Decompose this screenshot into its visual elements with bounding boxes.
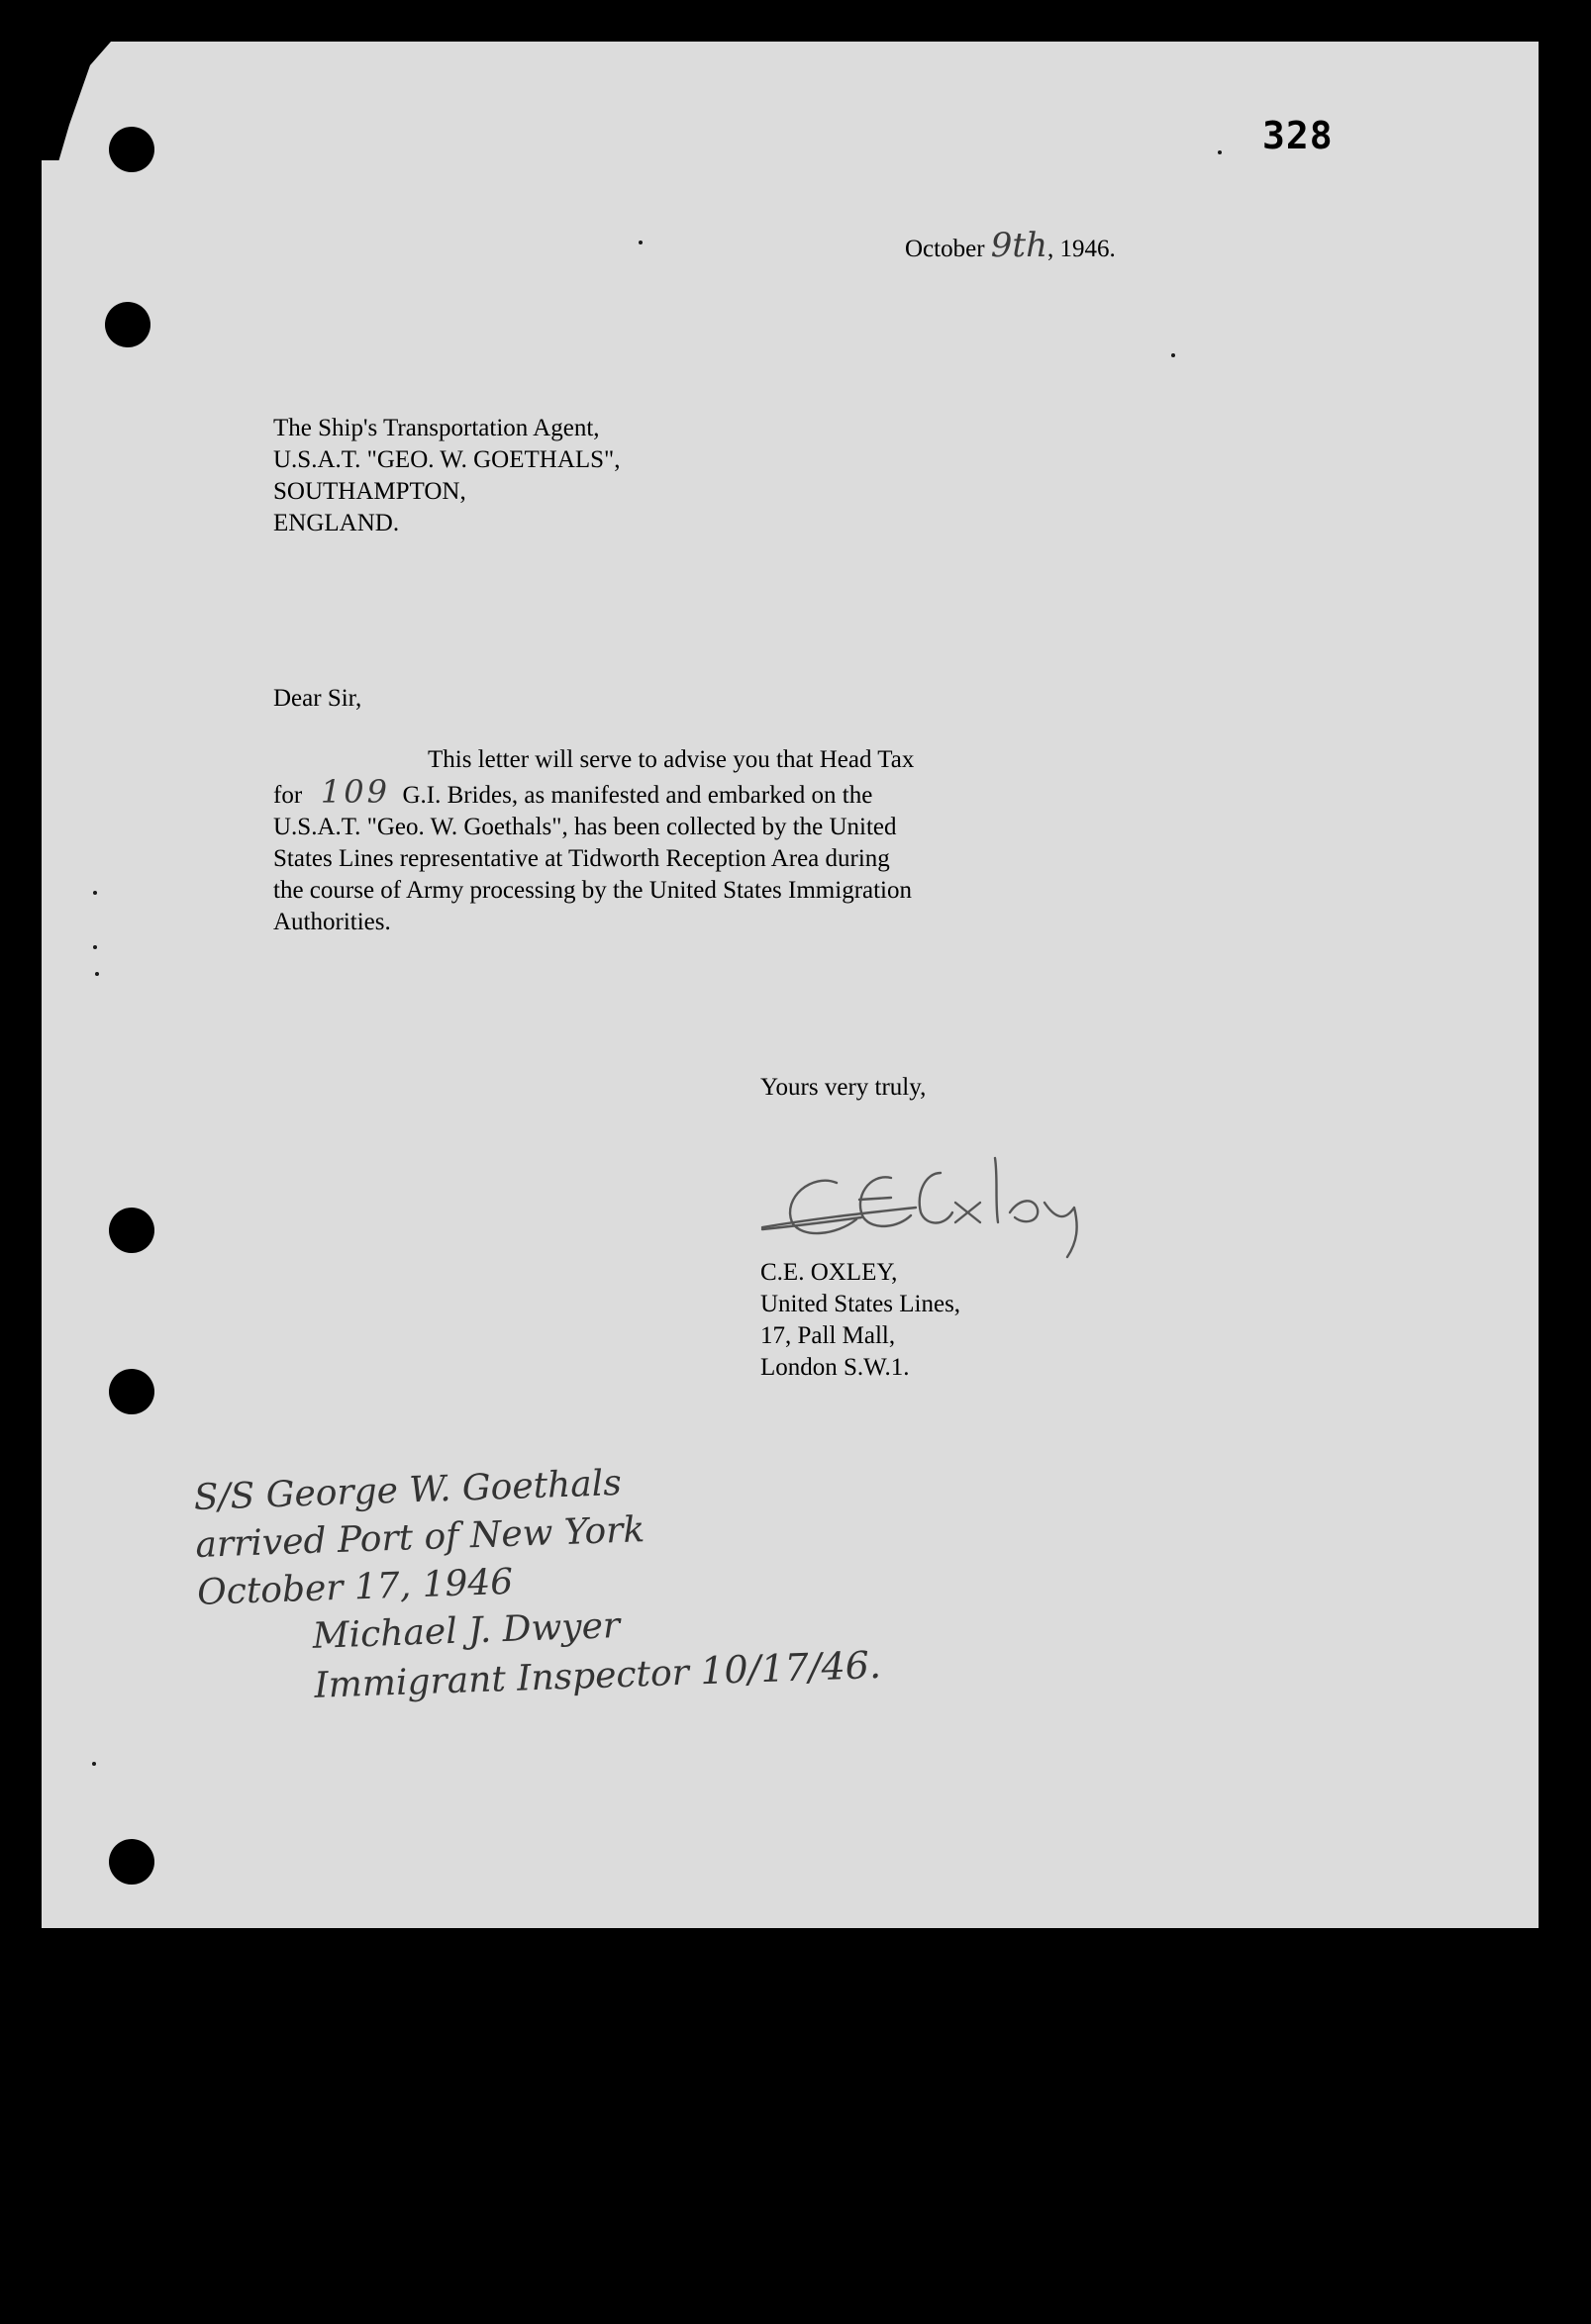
letter-body [273, 744, 914, 938]
punch-hole [109, 1839, 154, 1885]
punch-hole [109, 127, 154, 172]
sender-block [760, 1257, 960, 1384]
recipient-address [273, 413, 621, 539]
sender-line: United States Lines, [760, 1291, 961, 1317]
recipient-line: SOUTHAMPTON, [273, 478, 466, 505]
body-line: the course of Army processing by the United States Immigration [273, 877, 913, 904]
punch-hole [109, 1208, 154, 1253]
punch-hole [105, 302, 150, 347]
punch-hole [109, 1369, 154, 1414]
body-line-2-prefix: for [273, 782, 303, 809]
salutation: Dear Sir, [273, 685, 362, 712]
sender-line: C.E. OXLEY, [760, 1259, 898, 1286]
sender-line: London S.W.1. [760, 1354, 910, 1381]
paper-speck [93, 945, 97, 949]
body-line [273, 744, 914, 776]
paper-speck [93, 891, 97, 895]
date-day-handwritten: 9th [990, 226, 1047, 265]
recipient-line: ENGLAND. [273, 510, 400, 536]
closing: Yours very truly, [760, 1074, 927, 1101]
annotation-line: S/S George W. Goethals [193, 1462, 623, 1518]
annotation-line: Michael J. Dwyer [312, 1605, 621, 1657]
body-line: Authorities. [273, 909, 391, 935]
body-line [273, 773, 914, 812]
paper-speck [1218, 150, 1222, 154]
annotation-date: 10/17/46. [699, 1642, 882, 1694]
sender-line: 17, Pall Mall, [760, 1322, 896, 1349]
paper-speck [95, 972, 99, 976]
annotation-line: arrived Port of New York [194, 1509, 646, 1566]
paper-speck [92, 1762, 96, 1766]
annotation-inspector: Immigrant Inspector [313, 1652, 690, 1706]
handwritten-annotation [193, 1451, 882, 1714]
date-year: , 1946. [1046, 236, 1116, 262]
paper-speck [639, 241, 643, 244]
page-number: 328 [1262, 114, 1334, 157]
date-month: October [905, 236, 985, 262]
body-line: U.S.A.T. "Geo. W. Goethals", has been collected by the United [273, 814, 897, 840]
paper-speck [1171, 353, 1175, 357]
body-line-1: This letter will serve to advise you that Head Tax [428, 746, 915, 773]
bride-count-handwritten: 109 [320, 773, 390, 811]
handwritten-signature [743, 1118, 1218, 1267]
body-line-2-suffix: G.I. Brides, as manifested and embarked on the [402, 782, 873, 809]
recipient-line: U.S.A.T. "GEO. W. GOETHALS", [273, 446, 621, 473]
body-line: States Lines representative at Tidworth Reception Area during [273, 845, 890, 872]
recipient-line: The Ship's Transportation Agent, [273, 415, 600, 441]
letter-date [905, 226, 1116, 265]
annotation-line: October 17, 1946 [196, 1561, 514, 1613]
